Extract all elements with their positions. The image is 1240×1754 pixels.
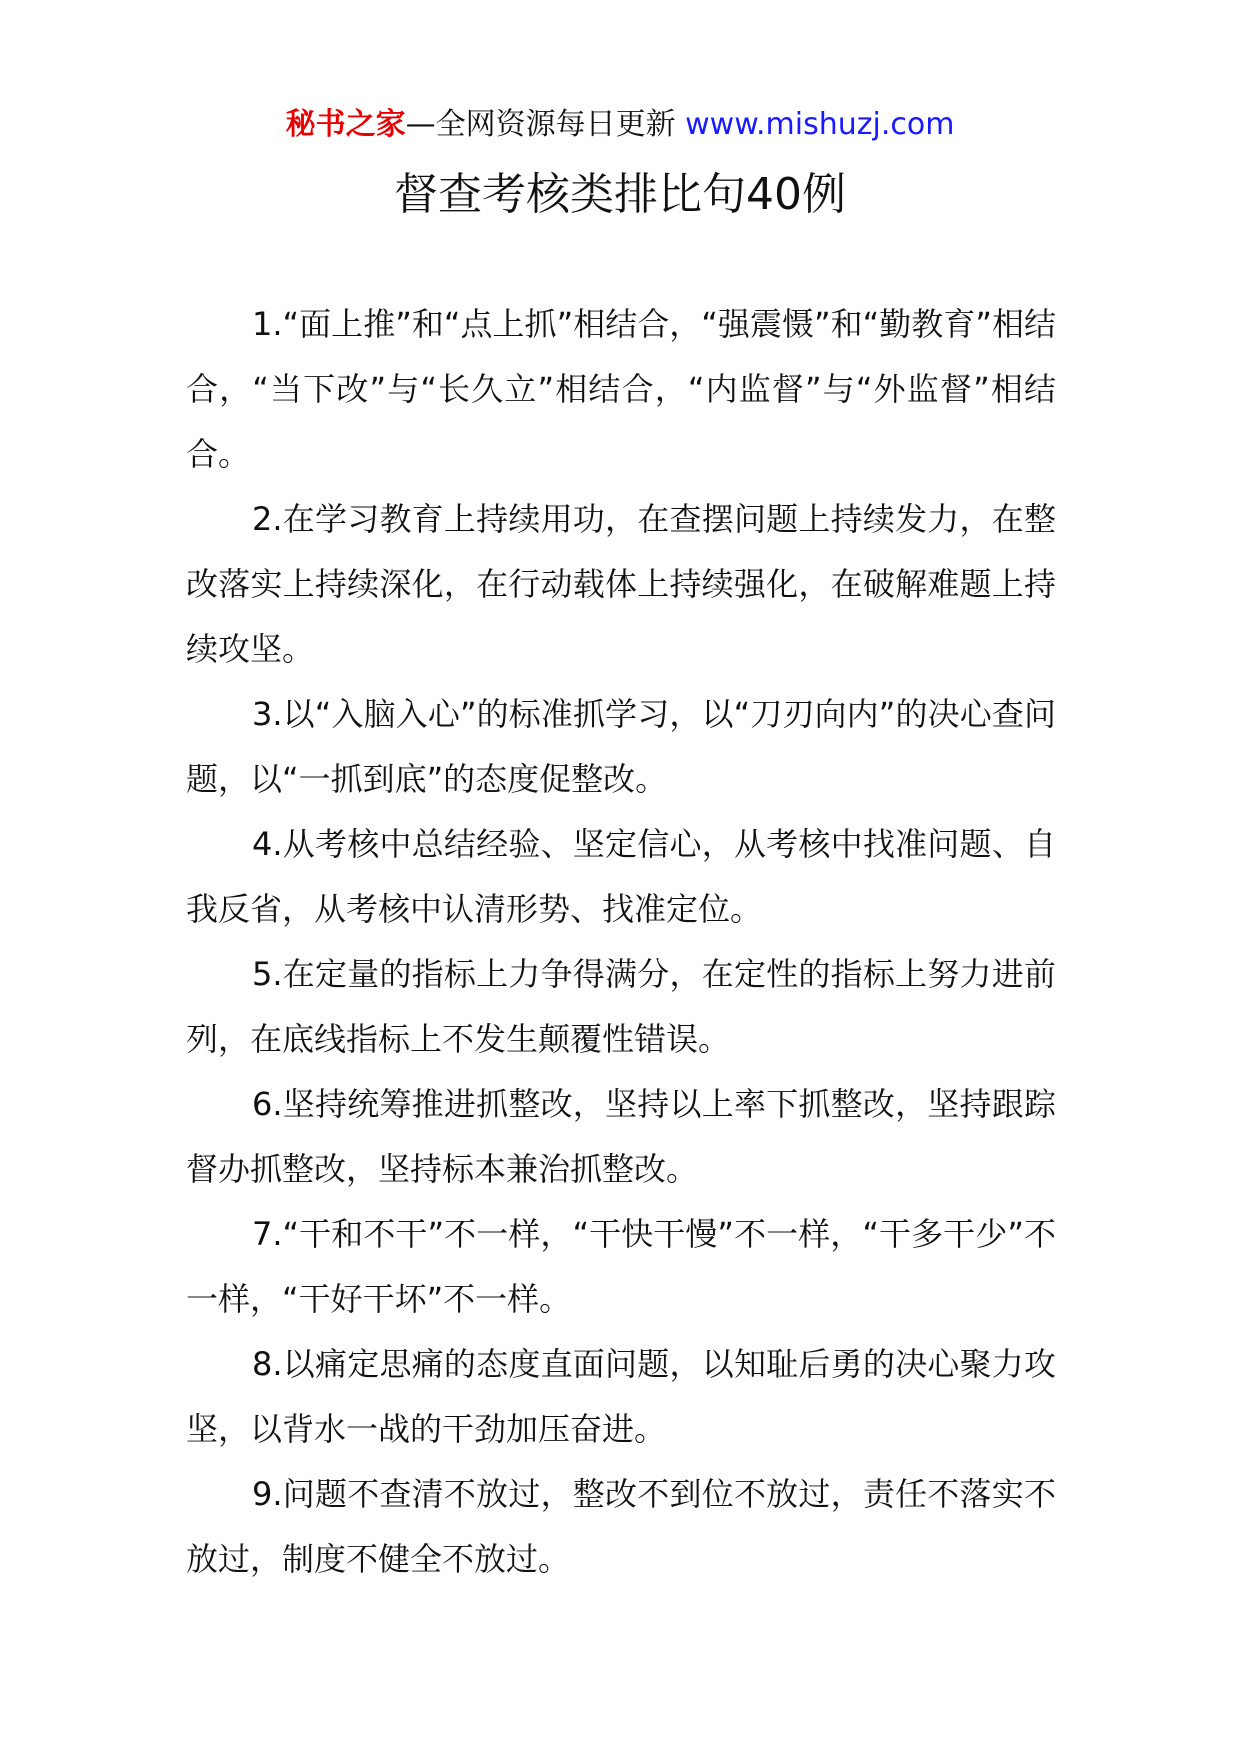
list-item: 4.从考核中总结经验、坚定信心，从考核中找准问题、自我反省，从考核中认清形势、找准定位。 (186, 825, 1056, 928)
list-item: 3.以“入脑入心”的标准抓学习，以“刀刃向内”的决心查问题，以“一抓到底”的态度促整改。 (186, 695, 1056, 798)
list-item: 2.在学习教育上持续用功，在查摆问题上持续发力，在整改落实上持续深化，在行动载体上持续强化，在破解难题上持续攻坚。 (186, 500, 1056, 668)
site-tagline: —全网资源每日更新 (405, 107, 676, 142)
list-item: 8.以痛定思痛的态度直面问题，以知耻后勇的决心聚力攻坚，以背水一战的干劲加压奋进。 (186, 1345, 1056, 1448)
list-item: 9.问题不查清不放过，整改不到位不放过，责任不落实不放过，制度不健全不放过。 (186, 1475, 1056, 1578)
list-item: 6.坚持统筹推进抓整改，坚持以上率下抓整改，坚持跟踪督办抓整改，坚持标本兼治抓整改。 (186, 1085, 1056, 1188)
list-item: 1.“面上推”和“点上抓”相结合，“强震慑”和“勤教育”相结合，“当下改”与“长久立”相结合，“内监督”与“外监督”相结合。 (186, 305, 1056, 473)
document-title: 督查考核类排比句40例 (394, 169, 846, 220)
document-body (186, 292, 1056, 1592)
list-item: 5.在定量的指标上力争得满分，在定性的指标上努力进前列，在底线指标上不发生颠覆性错误。 (186, 955, 1056, 1058)
site-brand: 秘书之家 (285, 107, 406, 142)
site-header (0, 98, 1240, 152)
site-url-link[interactable]: www.mishuzj.com (685, 107, 955, 142)
list-item: 7.“干和不干”不一样，“干快干慢”不一样，“干多干少”不一样，“干好干坏”不一样。 (186, 1215, 1056, 1318)
